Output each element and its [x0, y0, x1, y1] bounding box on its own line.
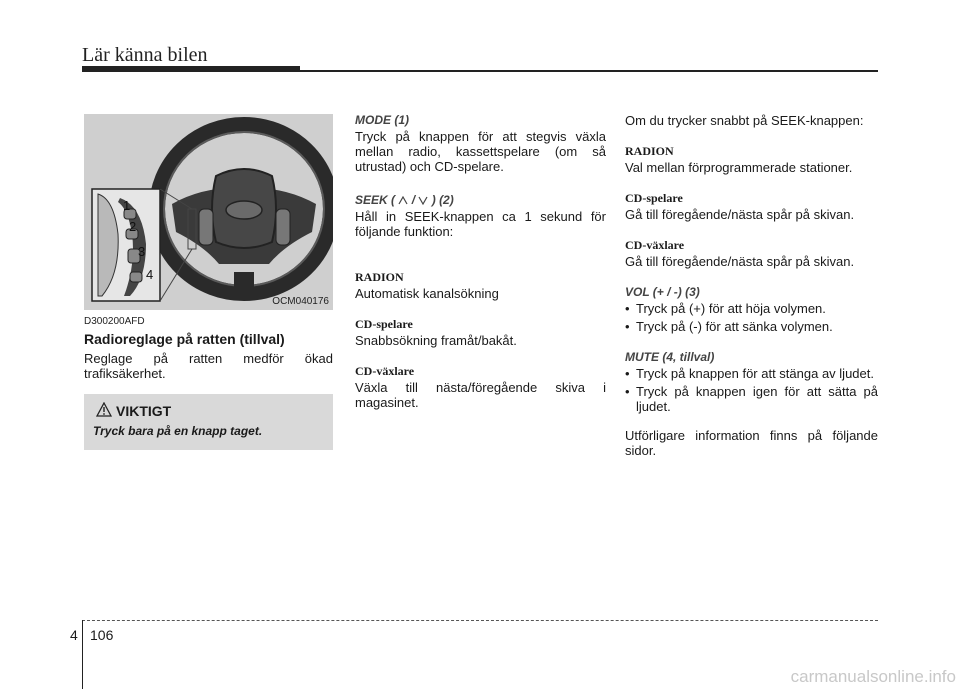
- right-radio-text: Val mellan förprogrammerade stationer.: [625, 160, 853, 175]
- list-item: • Tryck på knappen igen för att sätta på ljudet.: [625, 384, 878, 414]
- header-rule: [300, 70, 878, 72]
- outro-text: Utförligare information finns på följande sidor.: [625, 428, 878, 458]
- warning-icon: [96, 402, 112, 417]
- section-code: D300200AFD: [84, 316, 145, 327]
- intro-paragraph: Reglage på ratten medför ökad trafiksäkerhet.: [84, 351, 333, 381]
- mute-list: [625, 366, 878, 414]
- warning-box: [84, 394, 333, 450]
- right-cdx-heading: CD-växlare: [625, 238, 685, 252]
- steering-wheel-illustration: [84, 114, 333, 310]
- header-bar: [82, 66, 300, 72]
- radio-heading: RADION: [355, 270, 404, 284]
- seek-short-intro: Om du trycker snabbt på SEEK-knappen:: [625, 113, 864, 128]
- right-radio-heading: RADION: [625, 144, 674, 158]
- figure-code: OCM040176: [272, 296, 329, 307]
- callout-3: 3: [138, 244, 146, 259]
- list-item: • Tryck på (-) för att sänka volymen.: [625, 319, 878, 334]
- seek-heading: [355, 193, 606, 207]
- section-heading: Radioreglage på ratten (tillval): [84, 331, 285, 347]
- right-cd-heading: CD-spelare: [625, 191, 683, 205]
- radio-text: Automatisk kanalsökning: [355, 286, 499, 301]
- list-item: • Tryck på (+) för att höja volymen.: [625, 301, 878, 316]
- vol-list: [625, 301, 878, 334]
- footer-divider: [82, 620, 83, 689]
- mode-heading: MODE (1): [355, 113, 409, 127]
- page-number: 106: [90, 627, 114, 643]
- steering-wheel-figure: [84, 114, 333, 310]
- seek-heading-sep: /: [411, 193, 416, 207]
- cd-heading: CD-spelare: [355, 317, 413, 331]
- vol-heading: VOL (+ / -) (3): [625, 285, 700, 299]
- callout-1: 1: [123, 198, 131, 213]
- chapter-number: 4: [70, 627, 78, 643]
- footer-rule: [82, 620, 878, 621]
- callout-2: 2: [129, 219, 137, 234]
- chevron-down-icon: [418, 196, 428, 205]
- section-title: Lär känna bilen: [82, 44, 208, 66]
- right-cdx-text: Gå till föregående/nästa spår på skivan.: [625, 254, 855, 269]
- chevron-up-icon: [398, 196, 408, 205]
- cdx-heading: CD-växlare: [355, 364, 415, 378]
- list-item: • Tryck på knappen för att stänga av ljudet.: [625, 366, 878, 381]
- warning-text: Tryck bara på en knapp taget.: [93, 424, 263, 438]
- mode-text: Tryck på knappen för att stegvis växla mellan radio, kassettspelare (om så utrustad) och CD-spelare.: [355, 129, 606, 174]
- right-column: [625, 113, 878, 458]
- watermark: carmanualsonline.info: [790, 667, 956, 686]
- mute-heading: MUTE (4, tillval): [625, 350, 715, 364]
- cdx-text: Växla till nästa/föregående skiva i magasinet.: [355, 380, 606, 410]
- seek-text: Håll in SEEK-knappen ca 1 sekund för följande funktion:: [355, 209, 606, 239]
- seek-heading-pre: SEEK (: [355, 193, 396, 207]
- warning-title: VIKTIGT: [116, 403, 172, 419]
- seek-heading-post: ) (2): [431, 193, 454, 207]
- middle-column: [355, 113, 606, 410]
- callout-4: 4: [146, 267, 154, 282]
- cd-text: Snabbsökning framåt/bakåt.: [355, 333, 517, 348]
- right-cd-text: Gå till föregående/nästa spår på skivan.: [625, 207, 855, 222]
